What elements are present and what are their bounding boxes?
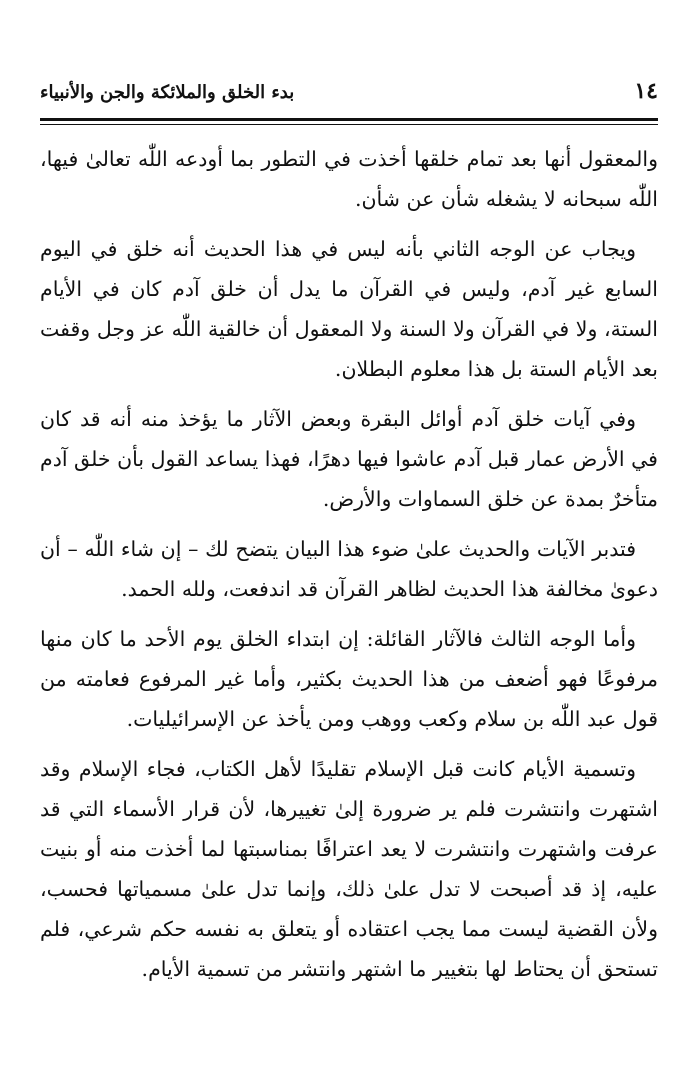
paragraph-1: والمعقول أنها بعد تمام خلقها أخذت في التطور بما أودعه اللّٰه تعالىٰ فيها، اللّٰه سبحانه لا يشغله شأن عن شأن.	[40, 147, 658, 211]
paragraph-6: وتسمية الأيام كانت قبل الإسلام تقليدًا لأهل الكتاب، فجاء الإسلام وقد اشتهرت وانتشرت فلم ير ضرورة إلىٰ تغييرها، لأن قرار الأسماء التي قد عرفت واشتهرت وانتشرت لا يعد اعترافًا بمناسبتها لما أخذت منه أو بنيت عليه، إذ قد أصبحت لا تدل علىٰ ذلك، وإنما تدل علىٰ مسمياتها فحسب، ولأن القضية ليست مما يجب اعتقاده أو يتعلق به نفسه حكم شرعي، فلم تستحق أن يحتاط لها بتغيير ما اشتهر وانتشر من تسمية الأيام.	[40, 757, 658, 981]
document-page	[40, 78, 658, 999]
running-title: بدء الخلق والملائكة والجن والأنبياء	[40, 82, 295, 103]
page-number: ١٤	[634, 78, 658, 104]
page-header	[40, 78, 658, 112]
paragraph-2: ويجاب عن الوجه الثاني بأنه ليس في هذا الحديث أنه خلق في اليوم السابع غير آدم، وليس في القرآن ما يدل أن خلق آدم كان في الأيام الستة، ولا في القرآن ولا السنة ولا المعقول أن خالقية اللّٰه عز وجل وقفت بعد الأيام الستة بل هذا معلوم البطلان.	[40, 237, 658, 381]
body-text	[40, 139, 658, 989]
paragraph-5: وأما الوجه الثالث فالآثار القائلة: إن ابتداء الخلق يوم الأحد ما كان منها مرفوعًا فهو أضعف من هذا الحديث بكثير، وأما غير المرفوع فعامته من قول عبد اللّٰه بن سلام وكعب ووهب ومن يأخذ عن الإسرائيليات.	[40, 627, 658, 731]
header-rule-thin	[40, 124, 658, 125]
header-rule-thick	[40, 118, 658, 121]
paragraph-4: فتدبر الآيات والحديث علىٰ ضوء هذا البيان يتضح لك – إن شاء اللّٰه – أن دعوىٰ مخالفة هذا الحديث لظاهر القرآن قد اندفعت، ولله الحمد.	[40, 537, 658, 601]
paragraph-3: وفي آيات خلق آدم أوائل البقرة وبعض الآثار ما يؤخذ منه أنه قد كان في الأرض عمار قبل آدم عاشوا فيها دهرًا، فهذا يساعد القول بأن خلق آدم متأخرٌ بمدة عن خلق السماوات والأرض.	[40, 407, 658, 511]
